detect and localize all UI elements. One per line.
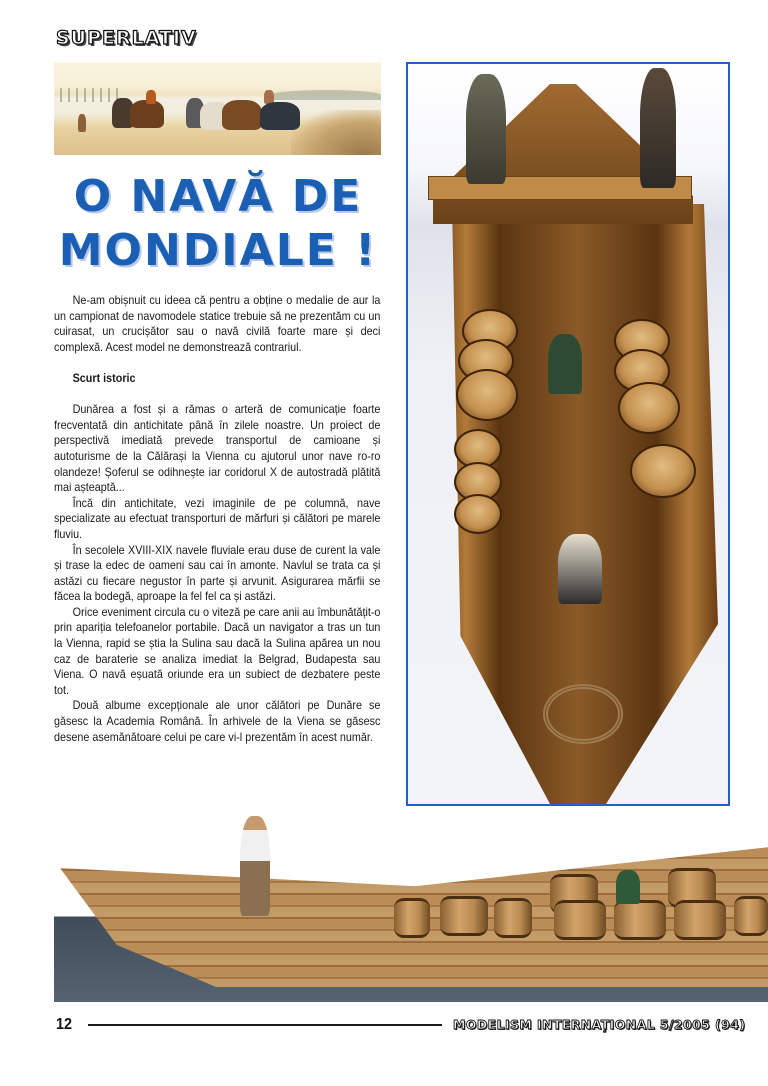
barrel <box>618 382 680 434</box>
section-label: SUPERLATIV <box>56 27 197 49</box>
article-body <box>54 293 380 745</box>
figure <box>78 114 86 132</box>
figure-center <box>548 334 582 394</box>
intro-paragraph: Ne-am obișnuit cu ideea că pentru a obține o medalie de aur la un campionat de navomodele statice trebuie să ne prezentăm cu un cuirasat, un crucișător sau o navă civilă foarte mare și deci complexă. Acest model ne demonstrează contrariul. <box>54 294 381 354</box>
barrel <box>394 898 430 938</box>
barrel <box>440 896 488 936</box>
page-number: 12 <box>56 1016 73 1033</box>
rope-coil <box>543 684 623 744</box>
bush <box>291 110 381 155</box>
barrel <box>494 898 532 938</box>
headline <box>48 170 388 278</box>
ship-model-top-photo <box>406 62 730 806</box>
barrel <box>614 900 666 940</box>
magazine-title: MODELISM INTERNAȚIONAL 5/2005 (94) <box>453 1017 746 1032</box>
horse <box>222 100 262 130</box>
barrel <box>674 900 726 940</box>
subheading: Scurt istoric <box>72 371 136 385</box>
standing-figure <box>240 816 270 916</box>
paragraph: Orice eveniment circula cu o viteză pe care anii au îmbunătățit-o prin apariția telefoanelor portabile. Dacă un navigator a tras un tun la Vienna, rapid se știa la Sulina sau dacă la Sulina apărea un nou caz de baraterie se analiza imediat la Belgrad, Budapesta sau Viena. O navă eșuată oriunde era un subiect de dezbatere peste tot. <box>54 605 381 697</box>
rider <box>146 90 156 104</box>
barrel <box>456 369 518 421</box>
painting-image <box>54 62 381 155</box>
paragraph: Încă din antichitate, vezi imaginile de pe columnă, nave specializate au efectuat transporturi de mărfuri și călători pe marele fluviu. <box>54 496 381 541</box>
barrel <box>454 494 502 534</box>
horse <box>130 100 164 128</box>
barrel <box>630 444 696 498</box>
barrel <box>554 900 606 940</box>
figure-left <box>466 74 506 184</box>
paragraph: Două albume excepționale ale unor călători pe Dunăre se găsesc la Academia Română. În arhivele de la Viena se găsesc desene asemănătoare celui pe care vi-l prezentăm în acest număr. <box>54 699 381 744</box>
distant-hill <box>271 90 381 100</box>
headline-line-2: MONDIALE ! <box>58 225 378 276</box>
figure-right <box>640 68 676 188</box>
paragraph: Dunărea a fost și a rămas o arteră de comunicație foarte frecventată din antichitate până în zilele noastre. Un proiect de perspectivă imediată prevede transportul de camioane și autoturisme de la Călărași la Vienna cu ajutorul unor nave ro-ro olandeze! Șoferul se odihnește iar coridorul X de autostradă plătită mai așteaptă... <box>54 403 381 495</box>
footer-rule <box>88 1024 442 1026</box>
ship-model-side-photo <box>54 812 768 1002</box>
paragraph: În secolele XVIII-XIX navele fluviale erau duse de curent la vale și trase la edec de oameni sau cai în amonte. Navlul se trata ca și astăzi cu fiecare negustor în parte și arvunit. Asigurarea mărfii se făcea la bodegă, aproape la fel fel ca și astăzi. <box>54 543 381 604</box>
figure-bottom <box>558 534 602 604</box>
palm-trees <box>60 88 120 102</box>
green-figure <box>616 870 640 904</box>
headline-line-1: O NAVĂ DE <box>73 171 363 222</box>
horse <box>260 102 300 130</box>
barrel <box>734 896 768 936</box>
